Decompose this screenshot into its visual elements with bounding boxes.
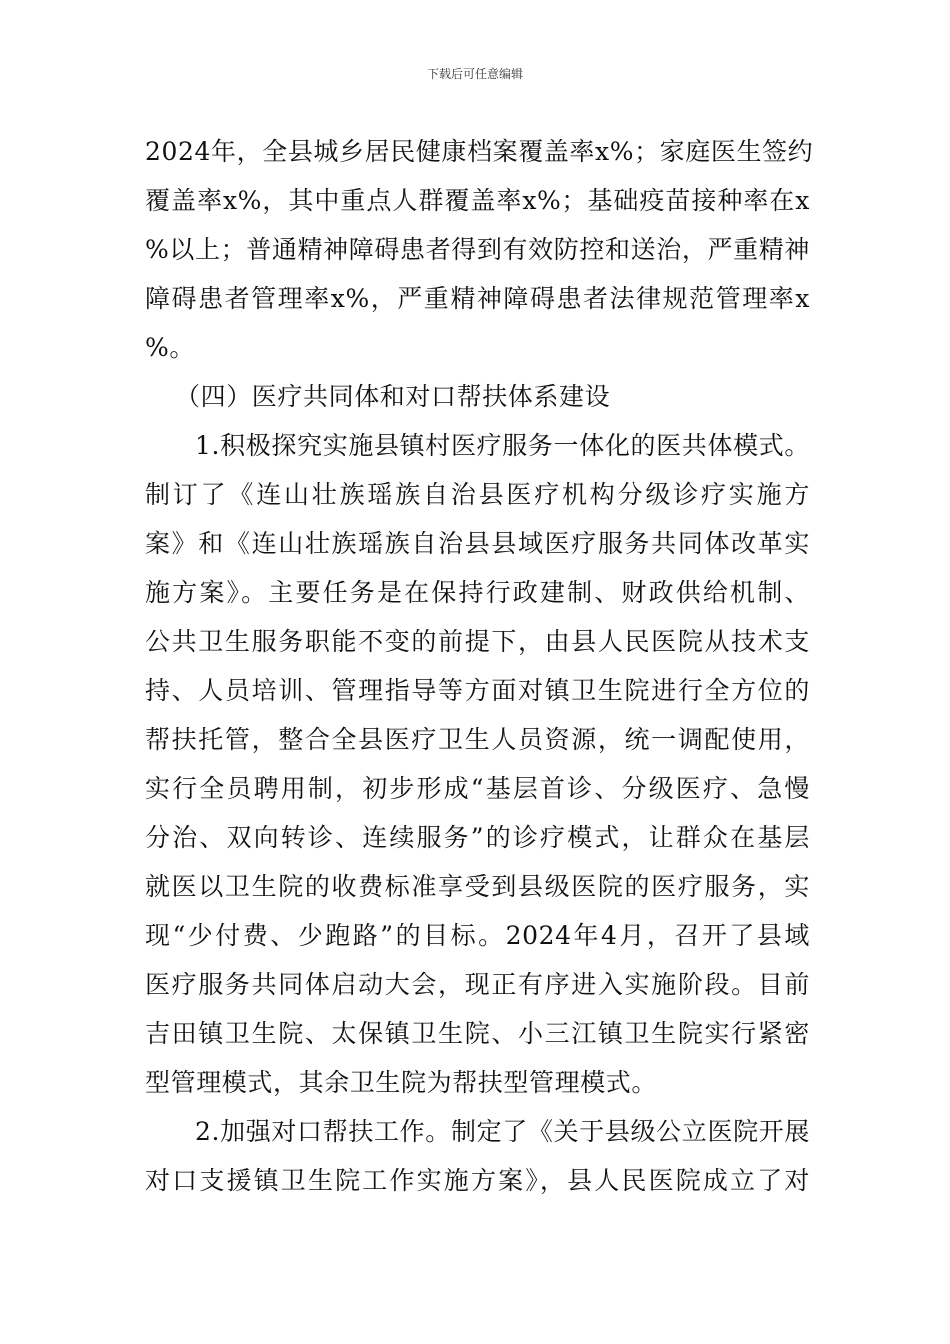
text-line: 施方案》。主要任务是在保持行政建制、财政供给机制、 bbox=[145, 578, 810, 607]
text-line: 制订了《连山壮族瑶族自治县医疗机构分级诊疗实施方 bbox=[145, 480, 810, 509]
text-line: 覆盖率x%，其中重点人群覆盖率x%；基础疫苗接种率在x bbox=[145, 186, 810, 215]
text-line: %。 bbox=[145, 333, 195, 362]
text-line: 案》和《连山壮族瑶族自治县县域医疗服务共同体改革实 bbox=[145, 529, 810, 558]
text-line: 型管理模式，其余卫生院为帮扶型管理模式。 bbox=[145, 1068, 658, 1097]
text-line: 就医以卫生院的收费标准享受到县级医院的医疗服务，实 bbox=[145, 872, 810, 901]
page-header-note: 下载后可任意编辑 bbox=[426, 67, 523, 81]
paragraph-first-line: 2.加强对口帮扶工作。制定了《关于县级公立医院开展 bbox=[195, 1117, 810, 1146]
text-line: 分治、双向转诊、连续服务”的诊疗模式，让群众在基层 bbox=[145, 823, 810, 852]
text-line: 对口支援镇卫生院工作实施方案》，县人民医院成立了对 bbox=[145, 1166, 810, 1195]
text-line: 实行全员聘用制，初步形成“基层首诊、分级医疗、急慢 bbox=[145, 774, 810, 803]
text-line: 公共卫生服务职能不变的前提下，由县人民医院从技术支 bbox=[145, 627, 810, 656]
text-line: 吉田镇卫生院、太保镇卫生院、小三江镇卫生院实行紧密 bbox=[145, 1019, 810, 1048]
text-line: 帮扶托管，整合全县医疗卫生人员资源，统一调配使用， bbox=[145, 725, 810, 754]
text-line: 障碍患者管理率x%，严重精神障碍患者法律规范管理率x bbox=[145, 284, 810, 313]
section-heading: （四）医疗共同体和对口帮扶体系建设 bbox=[175, 382, 611, 411]
text-line: %以上；普通精神障碍患者得到有效防控和送治，严重精神 bbox=[145, 235, 810, 264]
paragraph-first-line: 1.积极探究实施县镇村医疗服务一体化的医共体模式。 bbox=[195, 431, 810, 460]
text-line: 持、人员培训、管理指导等方面对镇卫生院进行全方位的 bbox=[145, 676, 810, 705]
text-line: 2024年，全县城乡居民健康档案覆盖率x%；家庭医生签约 bbox=[145, 137, 814, 166]
text-line: 医疗服务共同体启动大会，现正有序进入实施阶段。目前 bbox=[145, 970, 810, 999]
text-line: 现“少付费、少跑路”的目标。2024年4月，召开了县域 bbox=[145, 921, 810, 950]
